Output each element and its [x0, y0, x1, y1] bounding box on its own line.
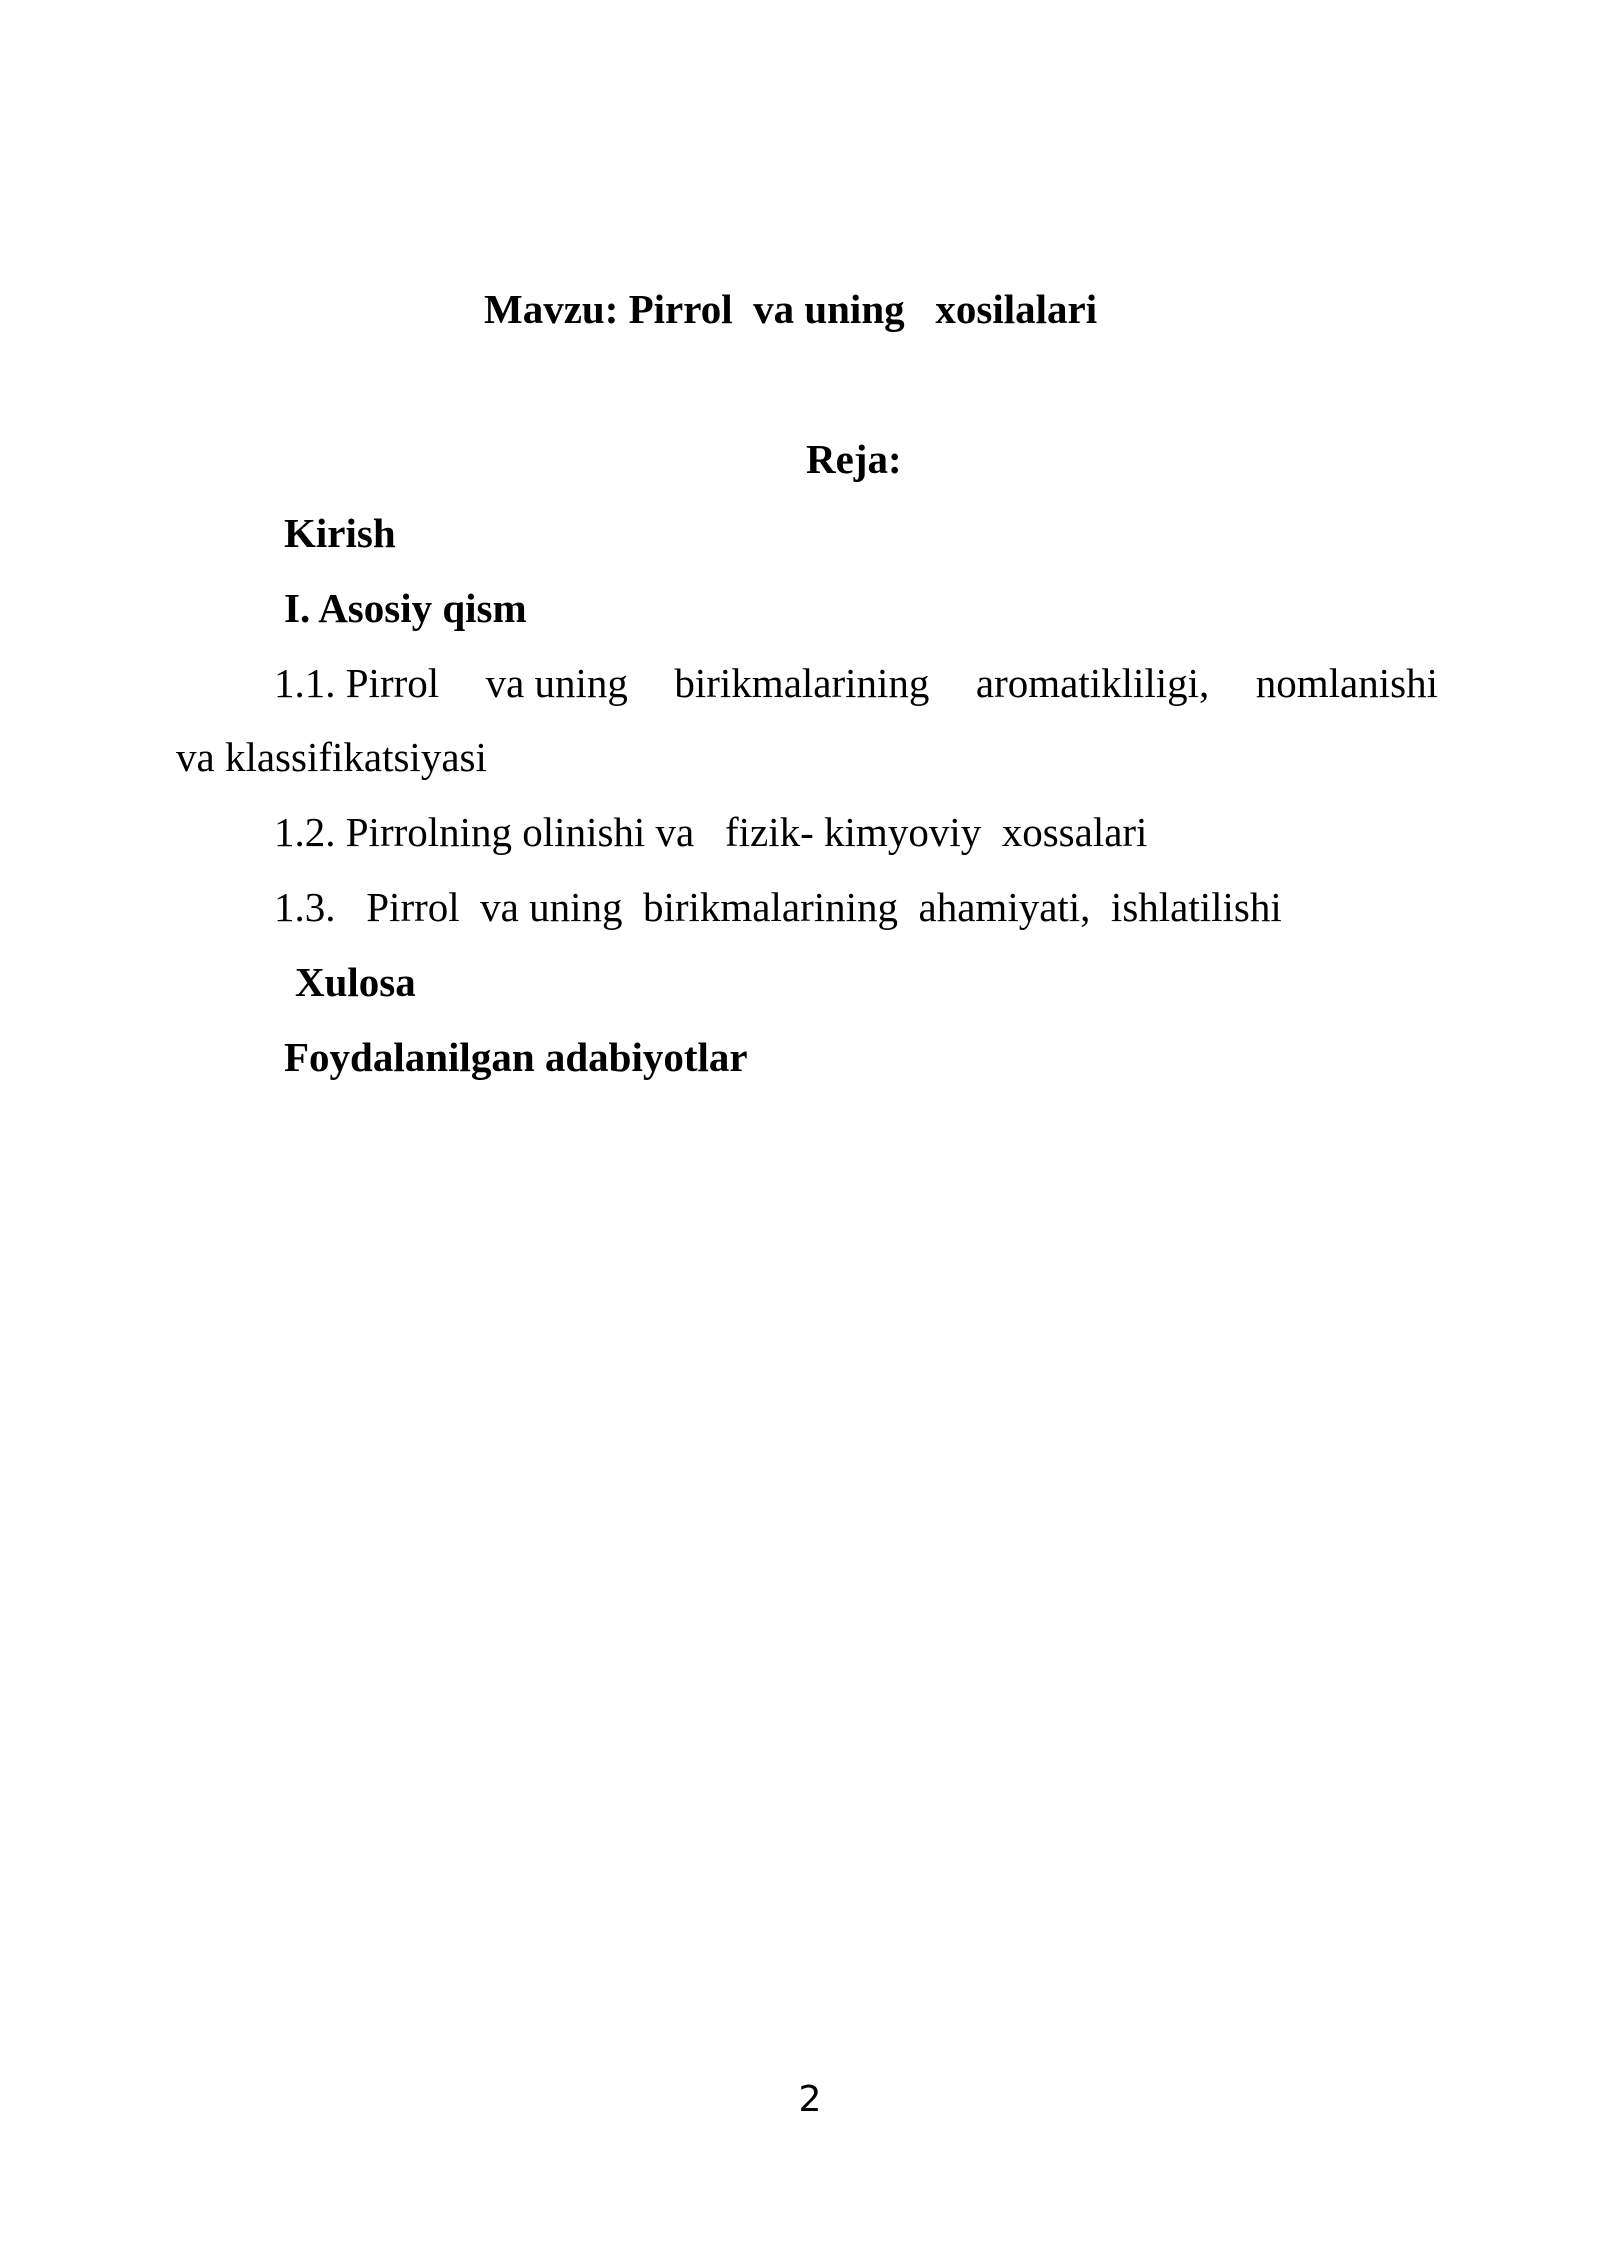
- plan-item-conclusion: Xulosa: [295, 959, 416, 1005]
- plan-item-1-1-word: va uning: [485, 660, 628, 706]
- plan-item-1-1-word: nomlanishi: [1255, 660, 1438, 706]
- plan-item-1-2: 1.2. Pirrolning olinishi va fizik- kimyoviy xossalari: [274, 809, 1148, 855]
- plan-item-main-part: I. Asosiy qism: [284, 585, 527, 631]
- plan-item-1-1-word: birikmalarining: [674, 660, 930, 706]
- plan-item-intro: Kirish: [284, 510, 396, 556]
- plan-heading: Reja:: [806, 436, 902, 482]
- document-title: Mavzu: Pirrol va uning xosilalari: [484, 286, 1098, 332]
- plan-item-1-1-word: aromatikliligi,: [975, 660, 1210, 706]
- plan-item-references: Foydalanilgan adabiyotlar: [284, 1034, 748, 1080]
- page-number: 2: [798, 2079, 822, 2120]
- plan-item-1-1-continuation: va klassifikatsiyasi: [176, 734, 487, 780]
- plan-item-1-1-word: 1.1. Pirrol: [274, 660, 440, 706]
- plan-item-1-1: [274, 658, 1438, 708]
- plan-item-1-3: 1.3. Pirrol va uning birikmalarining ahamiyati, ishlatilishi: [274, 884, 1282, 930]
